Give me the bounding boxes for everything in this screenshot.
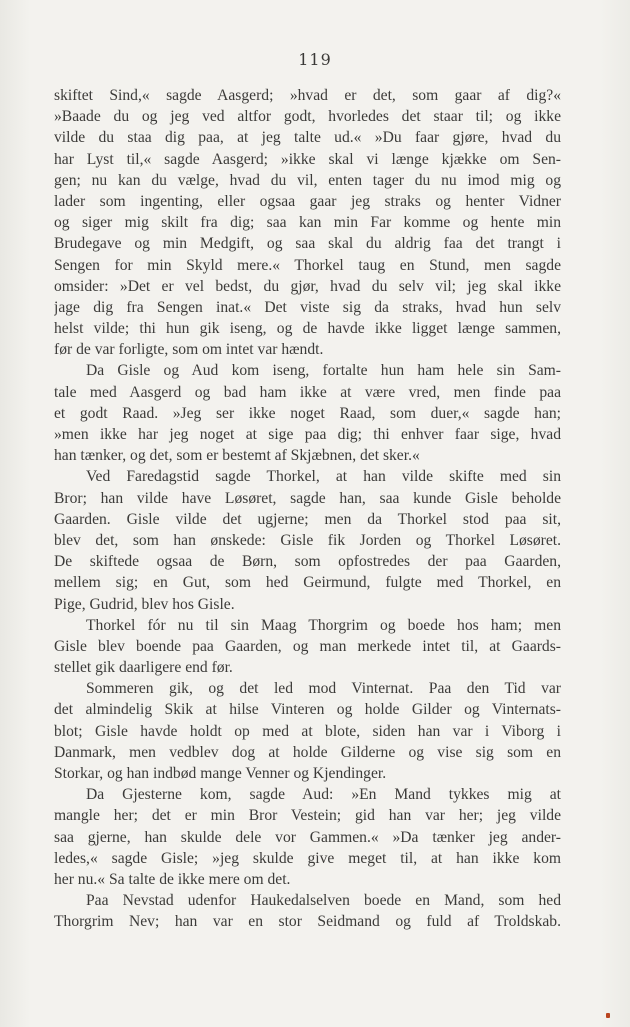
text-line: Da Gjesterne kom, sagde Aud: »En Mand tykkes mig at: [86, 786, 561, 804]
text-line: det almindelig Skik at hilse Vinteren og holde Gilder og Vinternats-: [54, 701, 561, 719]
text-line: Brudegave og min Medgift, og saa skal du aldrig faa det trangt i: [54, 235, 561, 253]
page-number: 119: [298, 50, 332, 69]
text-line: omsider: »Det er vel bedst, du gjør, hvad du selv vil; jeg skal ikke: [54, 277, 561, 295]
text-line: Pige, Gudrid, blev hos Gisle.: [54, 595, 235, 613]
text-line: »Baade du og jeg ved altfor godt, hvorledes det staar til; og ikke: [54, 108, 561, 126]
print-mark: [606, 1013, 610, 1018]
text-line: helst vilde; thi hun gik iseng, og de havde ikke ligget længe sammen,: [54, 320, 561, 338]
text-line: Storkar, og han indbød mange Venner og Kjendinger.: [54, 765, 387, 782]
text-line: Paa Nevstad udenfor Haukedalselven boede en Mand, som hed: [86, 892, 561, 910]
text-line: saa gjerne, han skulde dele vor Gammen.« »Da tænker jeg ander-: [54, 828, 561, 846]
text-line: lader som ingenting, eller ogsaa gaar jeg straks og henter Vidner: [54, 192, 561, 210]
text-line: »men ikke har jeg noget at sige paa dig; thi enhver faar sige, hvad: [54, 426, 561, 443]
text-line: har Lyst til,« sagde Aasgerd; »ikke skal vi længe kjække om Sen-: [54, 150, 561, 168]
text-line: Thorgrim Nev; han var en stor Seidmand og fuld af Troldskab.: [54, 913, 561, 931]
text-line: Gisle blev boende paa Gaarden, og man merkede intet til, at Gaards-: [54, 637, 561, 655]
text-line: vilde du staa dig paa, at jeg talte ud.« »Du faar gjøre, hvad du: [54, 129, 561, 147]
text-line: blev det, som han ønskede: Gisle fik Jorden og Thorkel Løsøret.: [54, 531, 561, 549]
text-line: ledes,« sagde Gisle; »jeg skulde give meget til, at han ikke kom: [54, 849, 561, 867]
text-line: Da Gisle og Aud kom iseng, fortalte hun ham hele sin Sam-: [86, 362, 561, 380]
text-line: han tænker, og det, som er bestemt af Skjæbnen, det sker.«: [54, 447, 420, 465]
text-line: Sommeren gik, og det led mod Vinternat. Paa den Tid var: [86, 680, 561, 698]
text-line: mangle her; det er min Bror Vestein; gid han var her; jeg vilde: [54, 807, 561, 825]
text-line: Bror; han vilde have Løsøret, sagde han, saa kunde Gisle beholde: [54, 489, 561, 507]
text-line: Ved Faredagstid sagde Thorkel, at han vilde skifte med sin: [86, 468, 561, 486]
text-line: et godt Raad. »Jeg ser ikke noget Raad, som duer,« sagde han;: [54, 404, 561, 422]
text-line: skiftet Sind,« sagde Aasgerd; »hvad er det, som gaar af dig?«: [54, 87, 561, 104]
text-line: Danmark, men vedblev dog at holde Gilderne og vise sig som en: [54, 743, 561, 761]
text-line: stellet gik daarligere end før.: [54, 659, 233, 677]
text-line: Thorkel fór nu til sin Maag Thorgrim og boede hos ham; men: [86, 616, 561, 634]
text-line: her nu.« Sa talte de ikke mere om det.: [54, 870, 291, 888]
text-line: jage dig fra Sengen inat.« Det viste sig da straks, hvad hun selv: [54, 298, 561, 316]
text-line: Gaarden. Gisle vilde det ugjerne; men da Thorkel stod paa sit,: [54, 510, 561, 528]
text-line: blot; Gisle havde holdt op med at blote, siden han var i Viborg i: [54, 722, 561, 740]
text-line: gen; nu kan du vælge, hvad du vil, enten tager du nu imod mig og: [54, 171, 561, 189]
text-line: Sengen for min Skyld mere.« Thorkel taug en Stund, men sagde: [54, 256, 561, 274]
text-line: De skiftede ogsaa de Børn, som opfostredes der paa Gaarden,: [54, 553, 561, 571]
body-text: [54, 85, 561, 933]
text-line: før de var forligte, som om intet var hændt.: [54, 341, 324, 359]
text-line: tale med Aasgerd og bad ham ikke at være vred, men finde paa: [54, 383, 561, 401]
text-line: og siger mig skilt fra dig; saa kan min Far komme og hente min: [54, 214, 561, 232]
text-line: mellem sig; en Gut, som hed Geirmund, fulgte med Thorkel, en: [54, 574, 561, 592]
